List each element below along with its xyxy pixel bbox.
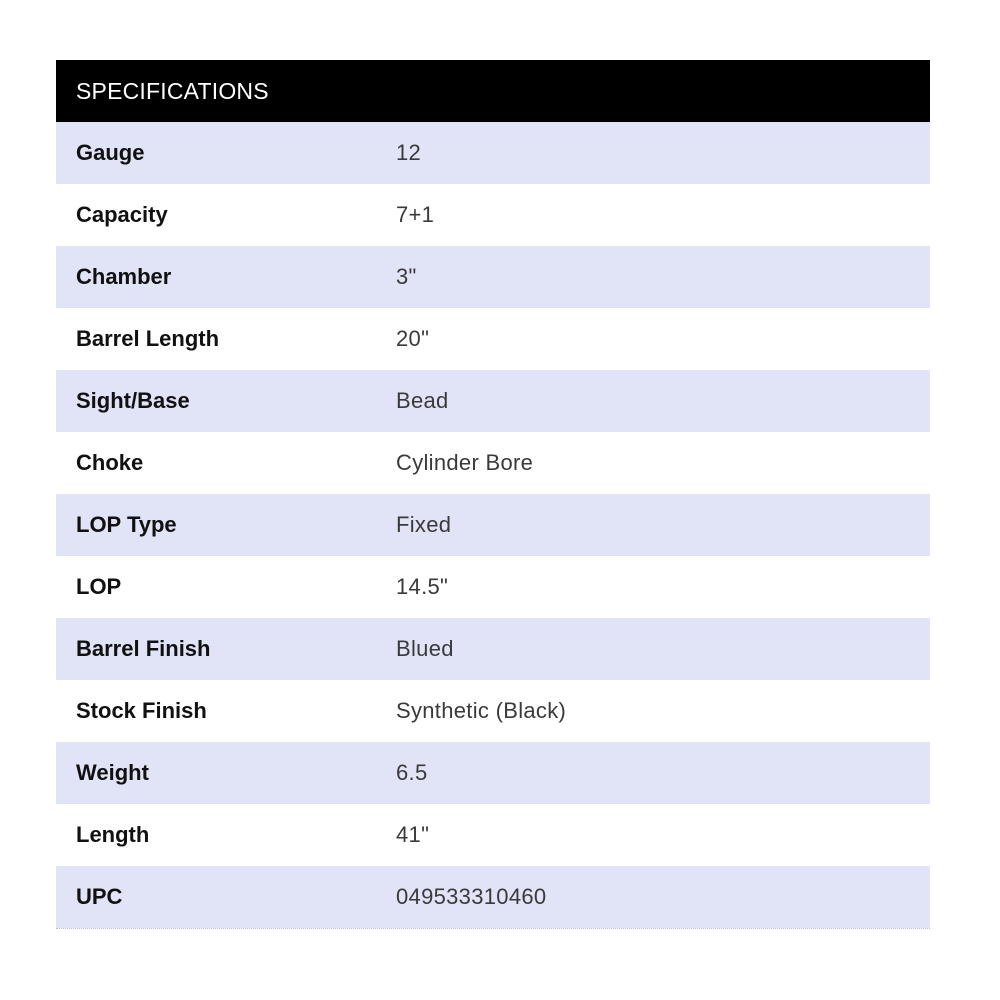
table-header [56,60,930,122]
spec-value: Bead [396,388,449,413]
spec-row-barrel-length [56,308,930,370]
spec-row-capacity [56,184,930,246]
spec-value: 6.5 [396,760,428,785]
spec-label: Chamber [76,264,172,289]
spec-label: Weight [76,760,149,785]
spec-label: Stock Finish [76,698,207,723]
spec-label: Barrel Finish [76,636,211,661]
spec-label: Capacity [76,202,168,227]
spec-value: Blued [396,636,454,661]
spec-row-lop [56,556,930,618]
table-bottom-divider [56,928,930,929]
spec-label: Sight/Base [76,388,190,413]
spec-row-choke [56,432,930,494]
spec-row-weight [56,742,930,804]
spec-label: LOP [76,574,122,599]
spec-value: 20" [396,326,430,351]
spec-value: Cylinder Bore [396,450,534,475]
table-body [56,122,930,928]
spec-value: 41" [396,822,430,847]
spec-row-sight-base [56,370,930,432]
spec-value: 14.5" [396,574,449,599]
spec-label: Length [76,822,150,847]
spec-value: 3" [396,264,417,289]
specifications-table [56,60,930,929]
spec-value: 049533310460 [396,884,547,909]
spec-value: 7+1 [396,202,435,227]
spec-value: Synthetic (Black) [396,698,567,723]
spec-value: 12 [396,140,422,165]
spec-value: Fixed [396,512,452,537]
spec-row-barrel-finish [56,618,930,680]
spec-row-length [56,804,930,866]
spec-row-stock-finish [56,680,930,742]
spec-row-gauge [56,122,930,184]
spec-label: LOP Type [76,512,177,537]
spec-row-upc [56,866,930,928]
spec-label: Choke [76,450,144,475]
spec-row-chamber [56,246,930,308]
spec-label: Gauge [76,140,145,165]
spec-label: Barrel Length [76,326,220,351]
table-title: SPECIFICATIONS [76,77,269,104]
spec-label: UPC [76,884,123,909]
spec-row-lop-type [56,494,930,556]
